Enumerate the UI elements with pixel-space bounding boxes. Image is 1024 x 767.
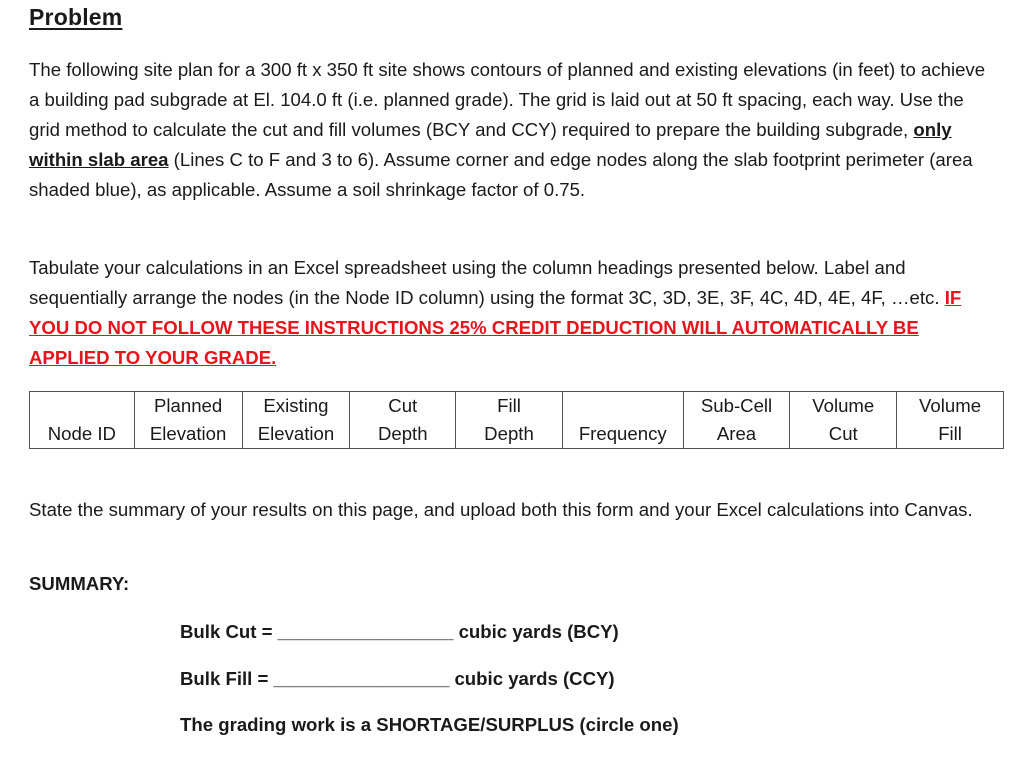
header-volume-fill: [897, 392, 1004, 449]
header-line2: Elevation: [257, 423, 335, 444]
tabulation-text: Tabulate your calculations in an Excel spreadsheet using the column headings presented below. Label and sequentially arrange the nodes (in the Node ID column) using the format 3C, 3D, 3E, 3F, 4C, 4D, 4E, 4F, …etc.: [29, 257, 945, 308]
header-line1: Planned: [154, 395, 223, 416]
problem-statement: [29, 55, 994, 205]
header-line2: Fill: [938, 423, 962, 444]
header-planned-elevation: [134, 392, 242, 449]
header-line2: Elevation: [149, 423, 227, 444]
header-line1: Volume: [812, 395, 875, 416]
header-line2: Depth: [377, 423, 428, 444]
header-sub-cell-area: [683, 392, 790, 449]
header-line2: Node ID: [47, 423, 116, 444]
credit-deduction-warning: IF YOU DO NOT FOLLOW THESE INSTRUCTIONS 25% CREDIT DEDUCTION WILL AUTOMATICALLY BE APPLIED TO YOUR GRADE.: [29, 287, 962, 368]
problem-text-part-1: The following site plan for a 300 ft x 350 ft site shows contours of planned and existing elevations (in feet) to achieve a building pad subgrade at El. 104.0 ft (i.e. planned grade). The grid is laid out at 50 ft spacing, each way. Use the grid method to calculate the cut and fill volumes (BCY and CCY) required to prepare the building subgrade,: [29, 59, 986, 140]
header-fill-depth: [456, 392, 563, 449]
bulk-fill-line: Bulk Fill = _________________ cubic yards (CCY): [180, 668, 615, 689]
header-existing-elevation: [242, 392, 350, 449]
problem-text-part-2: (Lines C to F and 3 to 6). Assume corner and edge nodes along the slab footprint perimeter (area shaded blue), as applicable. Assume a soil shrinkage factor of 0.75.: [29, 149, 973, 200]
bulk-cut-line: Bulk Cut = _________________ cubic yards (BCY): [180, 621, 619, 642]
header-line2: Cut: [828, 423, 858, 444]
tabulation-instructions: [29, 253, 994, 373]
header-line1: Cut: [388, 395, 418, 416]
header-cut-depth: [350, 392, 456, 449]
page-title: Problem: [29, 4, 123, 30]
header-line1: Existing: [263, 395, 329, 416]
header-line1: Fill: [497, 395, 521, 416]
summary-heading: SUMMARY:: [29, 573, 130, 594]
grading-result-line: The grading work is a SHORTAGE/SURPLUS (circle one): [180, 714, 679, 735]
header-line2: Frequency: [578, 423, 667, 444]
column-headings-row: [30, 392, 1004, 449]
header-frequency: [562, 392, 683, 449]
column-headings-table: [29, 391, 1004, 449]
header-node-id: [30, 392, 135, 449]
upload-instructions: State the summary of your results on this page, and upload both this form and your Excel calculations into Canvas.: [29, 499, 973, 520]
slab-area-emphasis: only within slab area: [29, 119, 952, 170]
header-volume-cut: [790, 392, 897, 449]
header-line1: Sub-Cell: [700, 395, 773, 416]
header-line2: Depth: [484, 423, 534, 444]
header-line2: Area: [716, 423, 757, 444]
header-line1: Volume: [919, 395, 982, 416]
